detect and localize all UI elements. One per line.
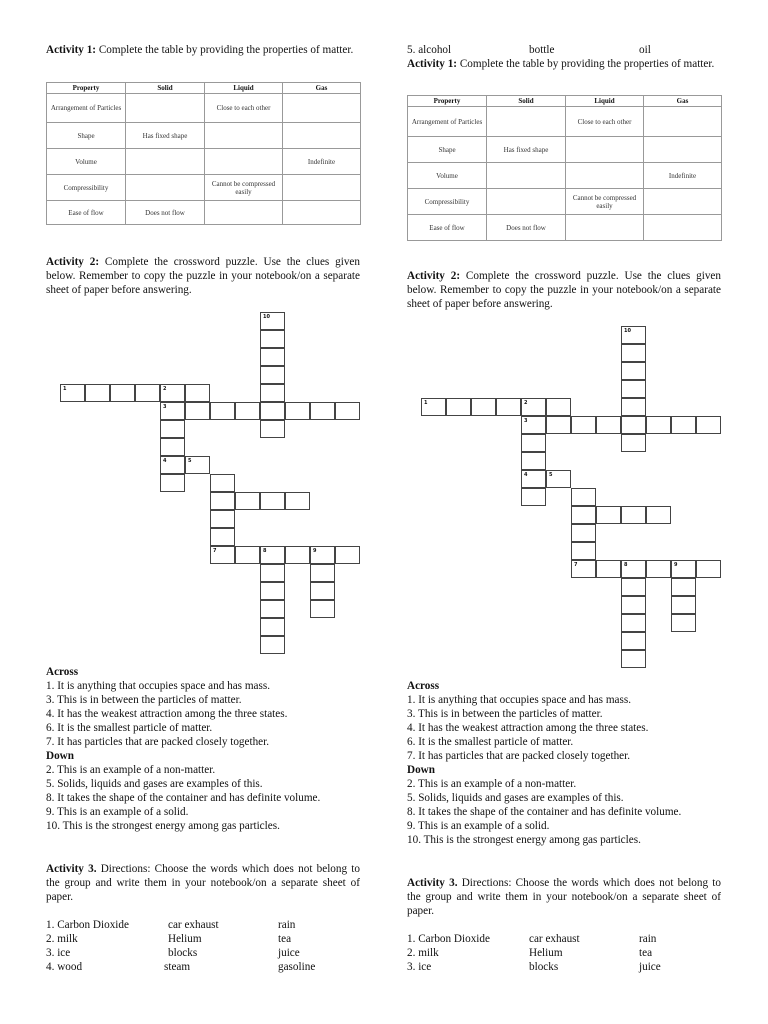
crossword-cell	[571, 488, 596, 506]
table-cell: Shape	[408, 137, 487, 163]
crossword-cell	[160, 474, 185, 492]
table-header: Gas	[283, 83, 361, 94]
word-item: 4. wood	[46, 961, 83, 973]
across-clue: 1. It is anything that occupies space and has mass.	[46, 680, 271, 692]
table-header: Liquid	[566, 96, 644, 107]
down-clue: 5. Solids, liquids and gases are examples of this.	[46, 778, 263, 790]
word-group-row	[46, 918, 366, 932]
crossword-cell	[60, 384, 85, 402]
crossword-cell	[310, 402, 335, 420]
crossword-cell	[621, 398, 646, 416]
word-item: tea	[639, 947, 653, 959]
across-clue: 3. This is in between the particles of matter.	[407, 708, 603, 720]
clue-number: 5	[549, 472, 553, 478]
activity3-text: Directions: Choose the words which does not belong to the group and write them in your notebook/on a separate sheet of paper.	[46, 863, 360, 903]
clue-number: 2	[524, 400, 528, 406]
crossword-cell	[260, 618, 285, 636]
clue-number: 10	[263, 314, 270, 320]
down-clue: 8. It takes the shape of the container and has definite volume.	[46, 792, 321, 804]
table-cell: Arrangement of Particles	[408, 107, 487, 137]
crossword-cell	[621, 596, 646, 614]
activity3-instructions	[46, 862, 360, 904]
crossword-cell	[571, 524, 596, 542]
clue-number: 7	[213, 548, 217, 554]
down-clue: 5. Solids, liquids and gases are examples of this.	[407, 792, 624, 804]
clue-number: 9	[674, 562, 678, 568]
crossword-cell	[421, 398, 446, 416]
word-item: 1. Carbon Dioxide	[46, 919, 129, 931]
crossword-cell	[671, 614, 696, 632]
word-group-row	[46, 932, 366, 946]
word-item: steam	[164, 961, 191, 973]
crossword-cell	[671, 416, 696, 434]
word-item: blocks	[529, 961, 559, 973]
crossword-cell	[621, 632, 646, 650]
crossword-cell	[260, 582, 285, 600]
crossword-cell	[621, 578, 646, 596]
crossword-grid	[407, 0, 727, 568]
crossword-cell	[671, 578, 696, 596]
across-clue: 1. It is anything that occupies space and has mass.	[407, 694, 632, 706]
crossword-cell	[621, 506, 646, 524]
table-header: Gas	[644, 96, 722, 107]
word-item: 2. milk	[46, 933, 78, 945]
crossword-cell	[621, 380, 646, 398]
word-item: Helium	[529, 947, 563, 959]
crossword-cell	[260, 420, 285, 438]
crossword-cell	[310, 600, 335, 618]
crossword-cell	[621, 416, 646, 434]
across-clue: 7. It has particles that are packed closely together.	[407, 750, 631, 762]
clue-number: 1	[424, 400, 428, 406]
crossword-cell	[110, 384, 135, 402]
across-clue: 7. It has particles that are packed closely together.	[46, 736, 270, 748]
activity1-label: Activity 1:	[46, 44, 97, 56]
word-item: blocks	[168, 947, 198, 959]
table-cell: Ease of flow	[408, 215, 487, 241]
clue-number: 1	[63, 386, 67, 392]
word-groups	[46, 918, 366, 974]
crossword-cell	[235, 402, 260, 420]
across-clue: 6. It is the smallest particle of matter.	[46, 722, 213, 734]
crossword-cell	[471, 398, 496, 416]
crossword-cell	[571, 506, 596, 524]
crossword-cell	[210, 510, 235, 528]
crossword-cell	[521, 470, 546, 488]
table-cell: Arrangement of Particles	[47, 94, 126, 123]
crossword-cell	[160, 438, 185, 456]
crossword-cell	[210, 546, 235, 564]
down-clue: 10. This is the strongest energy among gas particles.	[407, 834, 641, 846]
crossword-cell	[671, 596, 696, 614]
table-header: Solid	[487, 96, 566, 107]
clue-number: 8	[624, 562, 628, 568]
crossword-cell	[521, 398, 546, 416]
across-clue: 4. It has the weakest attraction among the three states.	[46, 708, 288, 720]
crossword-cell	[696, 560, 721, 578]
crossword-cell	[621, 344, 646, 362]
table-cell: Has fixed shape	[126, 123, 205, 149]
table-cell: Has fixed shape	[487, 137, 566, 163]
crossword-cell	[260, 312, 285, 330]
crossword-cell	[571, 542, 596, 560]
down-clue: 9. This is an example of a solid.	[46, 806, 189, 818]
table-cell: Close to each other	[205, 94, 283, 123]
crossword-cell	[521, 452, 546, 470]
crossword-cell	[285, 492, 310, 510]
table-cell: Close to each other	[566, 107, 644, 137]
across-clue: 4. It has the weakest attraction among the three states.	[407, 722, 649, 734]
crossword-cell	[546, 398, 571, 416]
crossword-cell	[135, 384, 160, 402]
table-cell: Does not flow	[126, 201, 205, 225]
crossword-cell	[260, 402, 285, 420]
word-item: car exhaust	[168, 919, 219, 931]
activity2-label: Activity 2:	[46, 256, 100, 268]
crossword-cell	[521, 434, 546, 452]
crossword-cell	[185, 384, 210, 402]
word-group-row	[407, 960, 727, 974]
crossword-cell	[160, 420, 185, 438]
crossword-cell	[446, 398, 471, 416]
crossword-cell	[521, 416, 546, 434]
crossword-cell	[596, 506, 621, 524]
down-clue: 2. This is an example of a non-matter.	[407, 778, 577, 790]
crossword-cell	[646, 560, 671, 578]
crossword-cell	[260, 348, 285, 366]
word-item: 3. ice	[46, 947, 71, 959]
table-cell: Compressibility	[47, 175, 126, 201]
across-clue: 3. This is in between the particles of matter.	[46, 694, 242, 706]
down-heading: Down	[46, 750, 74, 762]
crossword-cell	[596, 416, 621, 434]
clue-number: 2	[163, 386, 167, 392]
word-item: tea	[278, 933, 292, 945]
crossword-cell	[696, 416, 721, 434]
crossword-cell	[260, 546, 285, 564]
crossword-cell	[260, 564, 285, 582]
table-cell: Shape	[47, 123, 126, 149]
clue-number: 10	[624, 328, 631, 334]
activity2-text: Complete the crossword puzzle. Use the clues given below. Remember to copy the puzzle in your notebook/on a separate sheet of paper before answering.	[46, 256, 360, 296]
crossword-cell	[621, 650, 646, 668]
crossword-cell	[621, 362, 646, 380]
activity3-instructions	[407, 876, 721, 918]
table-cell: Ease of flow	[47, 201, 126, 225]
crossword-cell	[260, 600, 285, 618]
table-cell: Compressibility	[408, 189, 487, 215]
crossword-cell	[546, 470, 571, 488]
crossword-cell	[210, 474, 235, 492]
crossword-cell	[310, 564, 335, 582]
across-heading: Across	[407, 680, 440, 692]
clue-number: 8	[263, 548, 267, 554]
table-cell: Indefinite	[644, 163, 722, 189]
crossword-cell	[260, 384, 285, 402]
word-item: juice	[639, 961, 661, 973]
word-item: oil	[639, 44, 651, 56]
crossword-cell	[621, 614, 646, 632]
crossword-cell	[621, 434, 646, 452]
crossword-cell	[671, 560, 696, 578]
table-cell: Volume	[408, 163, 487, 189]
word-item: 3. ice	[407, 961, 432, 973]
word-item: rain	[639, 933, 657, 945]
activity3-text: Directions: Choose the words which does not belong to the group and write them in your notebook/on a separate sheet of paper.	[407, 877, 721, 917]
crossword-cell	[621, 560, 646, 578]
crossword-cell	[571, 416, 596, 434]
table-header: Solid	[126, 83, 205, 94]
crossword-cell	[260, 636, 285, 654]
clue-number: 5	[188, 458, 192, 464]
word-group-row	[46, 960, 366, 974]
crossword-cell	[496, 398, 521, 416]
down-heading: Down	[407, 764, 435, 776]
crossword-cell	[210, 402, 235, 420]
table-cell: Volume	[47, 149, 126, 175]
table-header: Liquid	[205, 83, 283, 94]
crossword-cell	[621, 326, 646, 344]
clue-number: 4	[163, 458, 167, 464]
table-cell: Does not flow	[487, 215, 566, 241]
word-item: Helium	[168, 933, 202, 945]
crossword-cell	[235, 492, 260, 510]
crossword-cell	[285, 546, 310, 564]
table-cell: Cannot be compressed easily	[566, 189, 644, 215]
clue-number: 4	[524, 472, 528, 478]
crossword-cell	[335, 546, 360, 564]
crossword-cell	[160, 384, 185, 402]
word-item: gasoline	[278, 961, 316, 973]
word-group-row	[407, 932, 727, 946]
down-clue: 10. This is the strongest energy among gas particles.	[46, 820, 280, 832]
crossword-cell	[646, 506, 671, 524]
clue-number: 3	[163, 404, 167, 410]
table-cell: Cannot be compressed easily	[205, 175, 283, 201]
crossword-clues	[407, 679, 721, 847]
activity3-label: Activity 3.	[407, 877, 458, 889]
activity1-label: Activity 1:	[407, 58, 458, 70]
table-header: Property	[408, 96, 487, 107]
crossword-cell	[521, 488, 546, 506]
activity2-label: Activity 2:	[407, 270, 461, 282]
crossword-cell	[310, 582, 335, 600]
crossword-cell	[260, 492, 285, 510]
word-item: juice	[278, 947, 300, 959]
activity1-text: Complete the table by providing the properties of matter.	[96, 44, 354, 56]
word-groups	[407, 932, 727, 974]
word-group-row	[407, 946, 727, 960]
word-item: 2. milk	[407, 947, 439, 959]
crossword-clues	[46, 665, 360, 833]
down-clue: 2. This is an example of a non-matter.	[46, 764, 216, 776]
across-clue: 6. It is the smallest particle of matter.	[407, 736, 574, 748]
crossword-cell	[546, 416, 571, 434]
crossword-cell	[160, 456, 185, 474]
word-item: car exhaust	[529, 933, 580, 945]
word-item: rain	[278, 919, 296, 931]
word-group-row	[46, 946, 366, 960]
activity1-text: Complete the table by providing the properties of matter.	[457, 58, 715, 70]
crossword-cell	[646, 416, 671, 434]
crossword-cell	[210, 528, 235, 546]
crossword-cell	[571, 560, 596, 578]
word-item: 1. Carbon Dioxide	[407, 933, 490, 945]
word-item: bottle	[529, 44, 555, 56]
crossword-grid	[46, 0, 366, 554]
crossword-cell	[596, 560, 621, 578]
activity3-label: Activity 3.	[46, 863, 97, 875]
crossword-cell	[260, 366, 285, 384]
clue-number: 9	[313, 548, 317, 554]
crossword-cell	[260, 330, 285, 348]
down-clue: 8. It takes the shape of the container and has definite volume.	[407, 806, 682, 818]
table-cell: Indefinite	[283, 149, 361, 175]
crossword-cell	[210, 492, 235, 510]
activity2-text: Complete the crossword puzzle. Use the clues given below. Remember to copy the puzzle in your notebook/on a separate sheet of paper before answering.	[407, 270, 721, 310]
crossword-cell	[85, 384, 110, 402]
crossword-cell	[160, 402, 185, 420]
across-heading: Across	[46, 666, 79, 678]
clue-number: 7	[574, 562, 578, 568]
word-item: 5. alcohol	[407, 44, 452, 56]
crossword-cell	[185, 402, 210, 420]
down-clue: 9. This is an example of a solid.	[407, 820, 550, 832]
table-header: Property	[47, 83, 126, 94]
crossword-cell	[335, 402, 360, 420]
crossword-cell	[285, 402, 310, 420]
crossword-cell	[310, 546, 335, 564]
crossword-cell	[235, 546, 260, 564]
clue-number: 3	[524, 418, 528, 424]
crossword-cell	[185, 456, 210, 474]
